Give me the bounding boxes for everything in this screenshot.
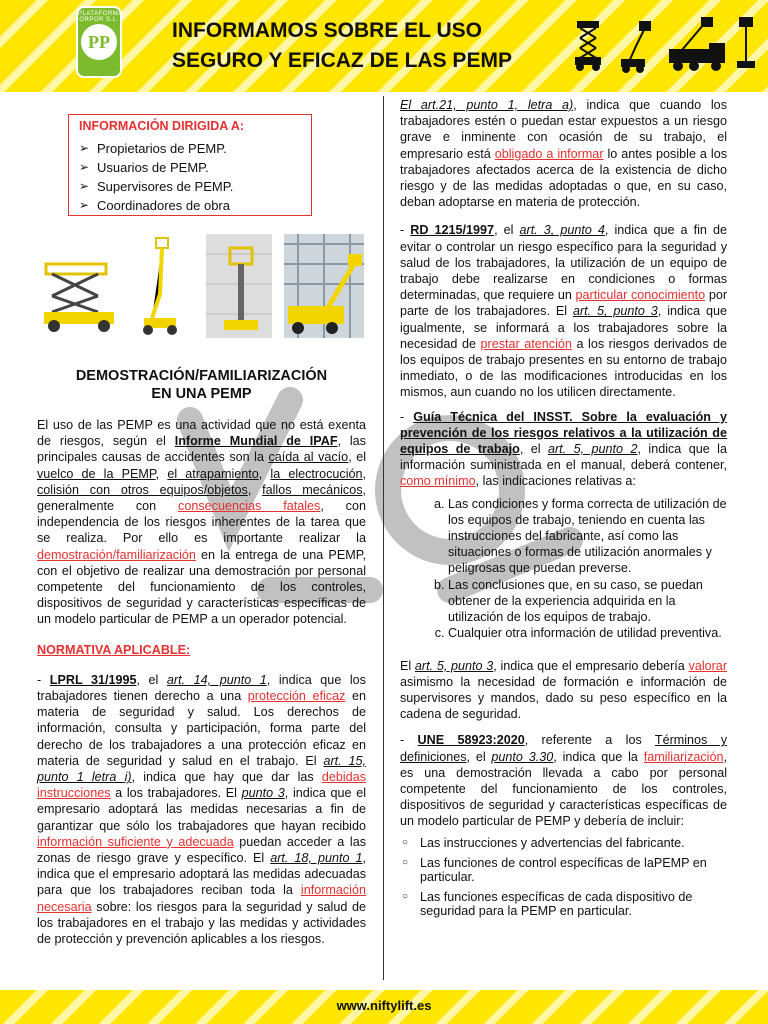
scissor-lift-image [38, 234, 122, 338]
mast-lift-image [206, 234, 272, 338]
list-item: ○ Las funciones específicas de cada dispositivo de seguridad para la PEMP en particular. [400, 890, 727, 918]
list-item: a. Las condiciones y forma correcta de utilización de los equipos de trabajo, teniendo en cuenta las instrucciones del fabricante, así como las situaciones o formas de utilización anormales y peligrosas que puedan preverse. [448, 496, 727, 577]
target-audience-heading: INFORMACIÓN DIRIGIDA A: [79, 119, 245, 133]
list-item: ➢ Propietarios de PEMP. [79, 139, 301, 158]
page-title: INFORMAMOS SOBRE EL USO SEGURO Y EFICAZ DE LAS PEMP [172, 19, 512, 72]
familiarization-list [400, 836, 727, 918]
machines-icon [570, 14, 760, 74]
list-item: b. Las conclusiones que, en su caso, se puedan obtener de la experiencia adquirida en la utilización de los equipos de trabajo. [448, 577, 727, 626]
logo-initials: PP [81, 24, 117, 60]
section-title: DEMOSTRACIÓN/FAMILIARIZACIÓN EN UNA PEMP [75, 368, 328, 402]
footer-url: www.niftylift.es [336, 998, 432, 1013]
pemp-photos [38, 234, 364, 338]
column-divider [383, 96, 384, 980]
insst-paragraph: - Guía Técnica del INSST. Sobre la evaluación y prevención de los riesgos relativos a la utilización de equipos de trabajo, el art. 5, punto 2, indica que la información suministrada en el manual, deberá contener, como mínimo, las indicaciones relativas a: [400, 409, 727, 489]
manual-content-list [400, 496, 727, 642]
target-audience-list [79, 139, 301, 215]
list-item: ○ Las instrucciones y advertencias del fabricante. [400, 836, 727, 850]
target-audience-box [68, 114, 312, 216]
normativa-heading: NORMATIVA APLICABLE: [37, 642, 191, 657]
list-item: ➢ Coordinadores de obra [79, 196, 301, 215]
une-paragraph: - UNE 58923:2020, referente a los Términos y definiciones, el punto 3.30, indica que la familiarización, es una demostración llevada a cabo por personal competente del funcionamiento de los controles, dispositivos de seguridad y características específicas de un modelo particular de PEMP y debería de incluir: [400, 733, 727, 829]
lprl-paragraph: - LPRL 31/1995, el art. 14, punto 1, indica que los trabajadores tienen derecho a una protección eficaz en materia de seguridad y salud. Los derechos de información, consulta y participación, forma parte del derecho de los trabajadores a una protección eficaz en materia de seguridad y salud en el trabajo. El art. 15, punto 1 letra i), indica que hay que dar las debidas instrucciones a los trabajadores. El punto 3, indica que el empresario adoptará las medidas necesarias a fin de garantizar que sólo los trabajadores que hayan recibido información suficiente y adecuada puedan acceder a las zonas de riesgo grave y específico. El art. 18, punto 1, indica que el empresario adoptará las medidas adecuadas para que los trabajadores reciban toda la información necesaria sobre: los riesgos para la seguridad y salud de los trabajadores en el trabajo y las medidas y actividades de protección y prevención aplicables a los riesgos. [37, 672, 366, 947]
art5-paragraph: El art. 5, punto 3, indica que el empresario debería valorar asimismo la necesidad de formación e información de supervisores y mandos, dado su peso específico en la cadena de seguridad. [400, 658, 728, 722]
company-logo [76, 6, 128, 78]
list-item: ➢ Usuarios de PEMP. [79, 158, 301, 177]
art21-paragraph: El art.21, punto 1, letra a), indica que cuando los trabajadores estén o puedan estar expuestos a un riesgo grave e inminente con ocasión de su trabajo, el empresario está obligado a informar lo antes posible a los trabajadores afectados acerca de la existencia de dicho riesgo y de las medidas adoptadas o que, en su caso, deban adoptarse en materia de protección. [400, 98, 728, 210]
list-item: ➢ Supervisores de PEMP. [79, 177, 301, 196]
vertical-lift-image [138, 234, 182, 338]
truck-lift-image [284, 234, 364, 338]
list-item: c. Cualquier otra información de utilidad preventiva. [448, 625, 727, 641]
logo-text: PLATAFORMAS ORPOR S.L. [78, 11, 128, 23]
list-item: ○ Las funciones de control específicas de laPEMP en particular. [400, 856, 727, 884]
intro-paragraph: El uso de las PEMP es una actividad que no está exenta de riesgos, según el Informe Mundial de IPAF, las principales causas de accidentes son la caída al vacío, el vuelco de la PEMP, el atrapamiento, la electrocución, colisión con otros equipos/objetos, fallos mecánicos, generalmente con consecuencias fatales, con independencia de los riesgos inherentes de la tarea que se realiza. Por ello es importante realizar la demostración/familiarización en la entrega de una PEMP, con el objetivo de realizar una demostración por personal competente del funcionamiento de los controles, dispositivos de seguridad y características específicas de un modelo particular de PEMP a un operador potencial. [37, 418, 367, 627]
rd1215-paragraph: - RD 1215/1997, el art. 3, punto 4, indica que a fin de evitar o controlar un riesgo específico para la seguridad y salud de los trabajadores, la utilización de un equipo de trabajo debe realizarse en condiciones o formas determinadas, que requiere un particular conocimiento por parte de los trabajadores. El art. 5, punto 3, indica que igualmente, se informará a los trabajadores sobre la necesidad de prestar atención a los riesgos derivados de los equipos de trabajo presentes en su entorno de trabajo inmediato, o de las modificaciones introducidas en los mismos, aun cuando no los utilicen directamente. [400, 223, 728, 400]
right-column [400, 97, 727, 924]
left-column [37, 417, 366, 947]
